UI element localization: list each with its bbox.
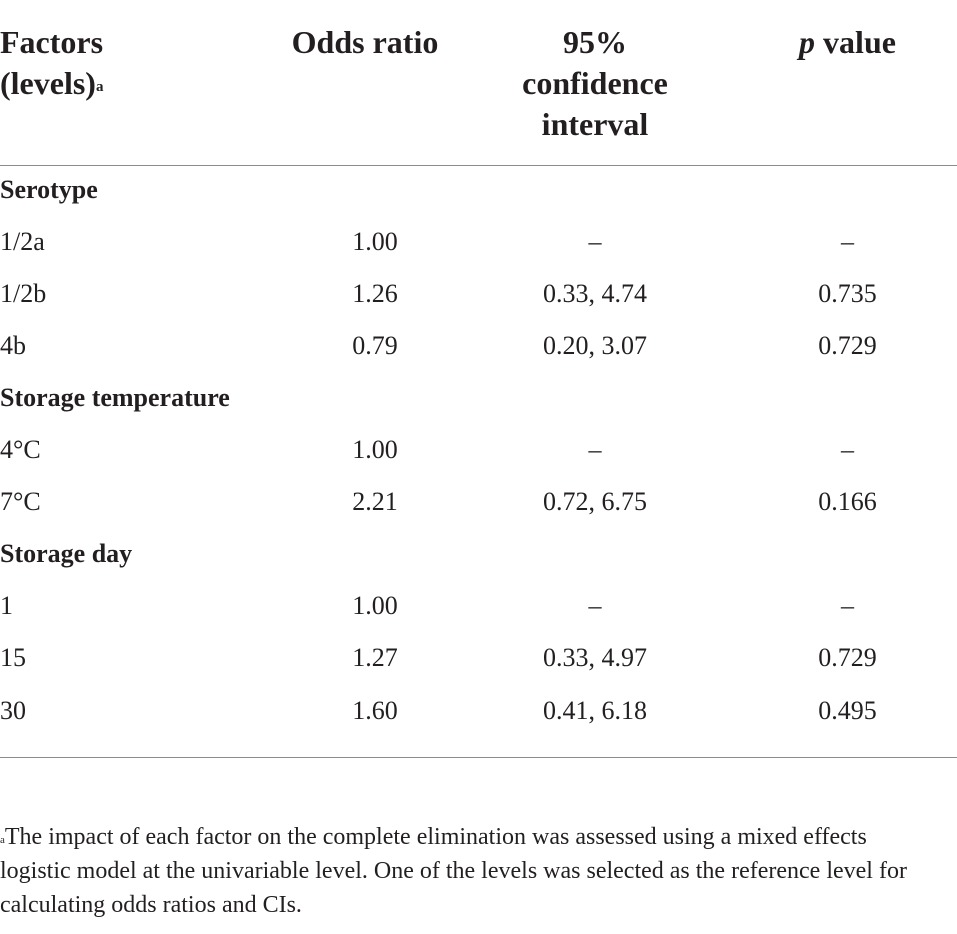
p-value-cell: 0.729 [818,331,877,360]
odds-ratio-cell: 1.00 [352,591,398,620]
table-row [0,216,957,268]
ci-cell: 0.33, 4.74 [543,279,647,308]
factor-cell: 1 [0,591,13,620]
factor-cell: 1/2a [0,227,45,256]
p-value-cell: 0.166 [818,487,877,516]
header-factors-levels: (levels) [0,65,96,101]
odds-ratio-cell: 1.60 [352,696,398,725]
ci-cell: 0.20, 3.07 [543,331,647,360]
table-row [0,632,957,684]
factor-cell: Storage day [0,539,133,568]
header-ci-line1: 95% [563,24,627,60]
ci-cell: – [588,435,602,464]
footnote-text: The impact of each factor on the complete elimination was assessed using a mixed effects logistic model at the univariable level. One of the levels was selected as the reference level for calculating odds ratios and CIs. [0,824,907,918]
header-p-value-label [770,22,925,63]
factor-cell: Storage temperature [0,383,230,412]
odds-ratio-cell: 0.79 [352,331,398,360]
odds-ratio-cell: 2.21 [352,487,398,516]
odds-ratio-cell: 1.00 [352,435,398,464]
p-value-cell: – [841,435,854,464]
odds-ratio-cell: 1.26 [352,279,398,308]
p-value-cell: – [841,227,854,256]
p-value-cell: 0.495 [818,696,877,725]
table-group-row [0,372,957,424]
table-group-row [0,528,957,580]
factor-cell: 30 [0,696,26,725]
header-p-value [770,22,925,63]
ci-cell: 0.72, 6.75 [543,487,647,516]
header-odds-ratio [280,22,450,63]
table-row [0,685,957,737]
factor-cell: 4b [0,331,26,360]
odds-ratio-cell: 1.27 [352,643,398,672]
factor-cell: 15 [0,643,26,672]
factor-cell: 7°C [0,487,41,516]
header-footnote-marker: a [95,79,104,95]
p-value-cell: 0.729 [818,643,877,672]
ci-cell: – [588,591,602,620]
header-ci-line3: interval [541,106,649,142]
table-row [0,268,957,320]
p-value-cell: – [841,591,854,620]
header-p-rest: value [815,24,896,60]
header-p-italic: p [799,24,816,60]
table-row [0,424,957,476]
ci-cell: – [588,227,602,256]
header-factors [0,22,103,104]
odds-ratio-cell: 1.00 [352,227,398,256]
table-footnote [0,820,940,922]
table-row [0,580,957,632]
header-odds-ratio-label: Odds ratio [291,24,439,60]
header-ci-line2: confidence [522,65,668,101]
table-group-row [0,164,957,216]
header-factors-line1: Factors [0,24,104,60]
header-confidence-interval [470,22,720,145]
footnote-marker: a [0,834,5,846]
factor-cell: 4°C [0,435,41,464]
table-row [0,320,957,372]
ci-cell: 0.33, 4.97 [543,643,647,672]
table-row [0,476,957,528]
factor-cell: Serotype [0,175,98,204]
p-value-cell: 0.735 [818,279,877,308]
header-factors-line2 [0,63,103,104]
bottom-rule [0,757,957,758]
ci-cell: 0.41, 6.18 [543,696,647,725]
factor-cell: 1/2b [0,279,47,308]
